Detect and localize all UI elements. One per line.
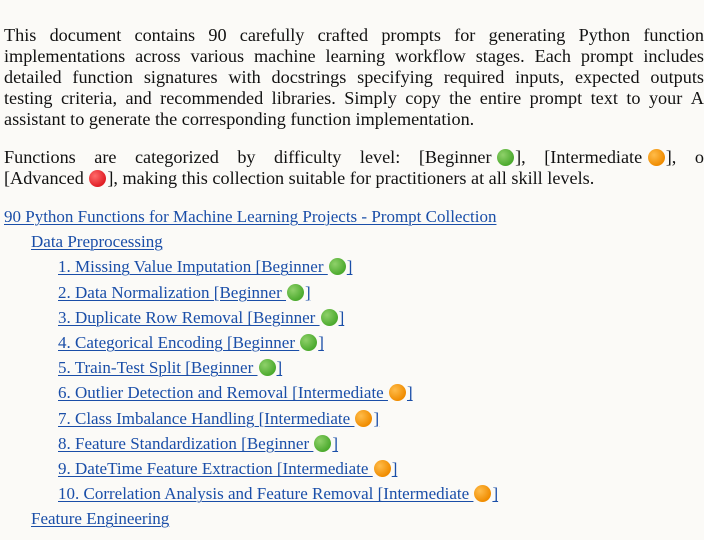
word: level: — [359, 147, 401, 167]
word: contains — [134, 25, 196, 45]
word: inputs, — [515, 67, 565, 87]
bracket: ] — [276, 358, 283, 378]
word: implementations — [4, 46, 126, 66]
word: document — [49, 25, 122, 45]
word: expected — [574, 67, 640, 87]
toc-link-text: Data Preprocessing — [31, 232, 163, 252]
word: for — [454, 25, 476, 45]
toc-item-1 — [58, 258, 352, 278]
toc-item-10 — [58, 485, 498, 505]
toc-item-7 — [58, 410, 379, 430]
toc-section-data-preprocessing-link[interactable] — [31, 232, 163, 251]
word: signatures — [143, 67, 218, 87]
word: machine — [254, 46, 316, 66]
intermediate-label: [Intermediate ], — [544, 147, 677, 167]
green-circle-icon — [287, 284, 304, 301]
toc-item-6 — [58, 384, 413, 404]
orange-circle-icon — [474, 485, 491, 502]
advanced-label: [Advanced — [4, 168, 89, 188]
toc-link-text: Feature Engineering — [31, 509, 170, 529]
bracket: ] — [305, 282, 311, 302]
word: This — [4, 25, 37, 45]
toc-item-7-link[interactable] — [58, 409, 379, 428]
word: text — [590, 88, 618, 108]
word: required — [443, 67, 505, 87]
toc-item-4 — [58, 334, 324, 354]
word: detailed — [4, 67, 62, 87]
word: learning — [325, 46, 386, 66]
toc-item-5 — [58, 359, 282, 379]
word: criteria, — [60, 88, 117, 108]
word: copy — [405, 88, 441, 108]
word: A — [690, 88, 704, 108]
word: docstrings — [271, 67, 347, 87]
word: categorized — [134, 147, 219, 167]
word: are — [94, 147, 117, 167]
toc-link-text: 2. Data Normalization [Beginner — [58, 282, 287, 302]
toc-section-feature-engineering — [31, 510, 169, 530]
toc-item-5-link[interactable] — [58, 358, 282, 377]
toc-link-text: 8. Feature Standardization [Beginner — [58, 433, 314, 453]
difficulty-line-1 — [4, 147, 704, 168]
difficulty-paragraph — [4, 147, 704, 189]
toc-item-3 — [58, 309, 344, 329]
toc-link-text: 4. Categorical Encoding [Beginner — [58, 333, 300, 352]
toc-item-9 — [58, 460, 397, 480]
word: crafted — [317, 25, 369, 45]
word: and — [125, 88, 152, 108]
toc-section-feature-engineering-link[interactable] — [31, 509, 169, 528]
word: function — [72, 67, 134, 87]
green-circle-icon — [329, 258, 346, 275]
toc-item-2-link[interactable] — [58, 283, 311, 302]
word: the — [449, 88, 472, 108]
toc-item-10-link[interactable] — [58, 484, 498, 503]
toc-root-item — [4, 208, 496, 228]
word: testing — [4, 88, 53, 108]
green-circle-icon — [314, 435, 331, 452]
word: outputs — [650, 67, 704, 87]
word: recommended — [160, 88, 264, 108]
word: to — [626, 88, 641, 108]
toc-item-8-link[interactable] — [58, 434, 338, 453]
orange-circle-icon — [355, 410, 372, 427]
toc-link-text: 7. Class Imbalance Handling [Intermediate — [58, 408, 355, 428]
bracket: ] — [332, 433, 339, 453]
word: carefully — [239, 25, 305, 45]
orange-circle-icon — [374, 460, 391, 477]
toc-item-8 — [58, 435, 338, 455]
green-circle-icon — [321, 309, 338, 326]
bracket: ] — [346, 257, 353, 277]
word: Functions — [4, 147, 76, 167]
bracket: ] — [318, 333, 324, 352]
word: your — [648, 88, 683, 108]
toc-item-3-link[interactable] — [58, 308, 344, 327]
difficulty-line-2-text: ], making this collection suitable for practitioners at all skill levels. — [107, 168, 595, 188]
orange-circle-icon — [389, 384, 406, 401]
toc-item-1-link[interactable] — [58, 257, 352, 276]
word: various — [190, 46, 245, 66]
green-circle-icon — [300, 334, 317, 351]
difficulty-line-2 — [4, 168, 704, 189]
toc-link-text: 90 Python Functions for Machine Learning Projects - Prompt Collection — [4, 207, 497, 226]
word: by — [237, 147, 256, 167]
toc-link-text: 6. Outlier Detection and Removal [Intermediate — [58, 383, 388, 403]
word: entire — [479, 88, 522, 108]
word: libraries. — [271, 88, 336, 108]
beginner-label: [Beginner ], — [418, 147, 526, 167]
word: across — [135, 46, 181, 66]
word: prompts — [381, 25, 441, 45]
bracket: ] — [391, 459, 398, 478]
word: difficulty — [274, 147, 342, 167]
word: Simply — [344, 88, 397, 108]
word: Each — [534, 46, 571, 66]
bracket: ] — [492, 484, 499, 504]
bracket: ] — [338, 307, 345, 327]
toc-root-item-link[interactable] — [4, 207, 496, 226]
word: prompt — [580, 46, 634, 66]
word: function — [643, 25, 704, 45]
intro-line-2 — [4, 46, 704, 67]
intro-line-1 — [4, 25, 704, 46]
intro-line-4 — [4, 88, 704, 109]
word: includes — [643, 46, 704, 66]
bracket: ] — [373, 408, 380, 428]
toc-link-text: 10. Correlation Analysis and Feature Removal [Intermediate — [58, 484, 474, 504]
word: o — [694, 147, 704, 167]
word: Python — [578, 25, 631, 45]
green-circle-icon — [259, 359, 276, 376]
intro-line-5: assistant to generate the corresponding function implementation. — [4, 109, 475, 129]
intro-paragraph — [4, 25, 704, 130]
word: 90 — [208, 25, 227, 45]
word: generating — [488, 25, 566, 45]
word: prompt — [529, 88, 583, 108]
toc-section-data-preprocessing — [31, 233, 163, 253]
toc-link-text: 3. Duplicate Row Removal [Beginner — [58, 307, 320, 327]
word: workflow — [395, 46, 466, 66]
intro-line-3 — [4, 67, 704, 88]
toc-link-text: 5. Train-Test Split [Beginner — [58, 358, 258, 378]
toc-item-9-link[interactable] — [58, 459, 397, 478]
red-circle-icon — [89, 170, 106, 187]
toc-link-text: 1. Missing Value Imputation [Beginner — [58, 257, 328, 277]
toc-item-4-link[interactable] — [58, 333, 324, 352]
toc-item-6-link[interactable] — [58, 383, 413, 402]
orange-circle-icon — [648, 149, 665, 166]
word: stages. — [475, 46, 525, 66]
word: with — [228, 67, 261, 87]
toc-link-text: 9. DateTime Feature Extraction [Intermediate — [58, 459, 373, 478]
word: specifying — [357, 67, 433, 87]
green-circle-icon — [497, 149, 514, 166]
bracket: ] — [406, 383, 413, 403]
toc-item-2 — [58, 284, 311, 304]
